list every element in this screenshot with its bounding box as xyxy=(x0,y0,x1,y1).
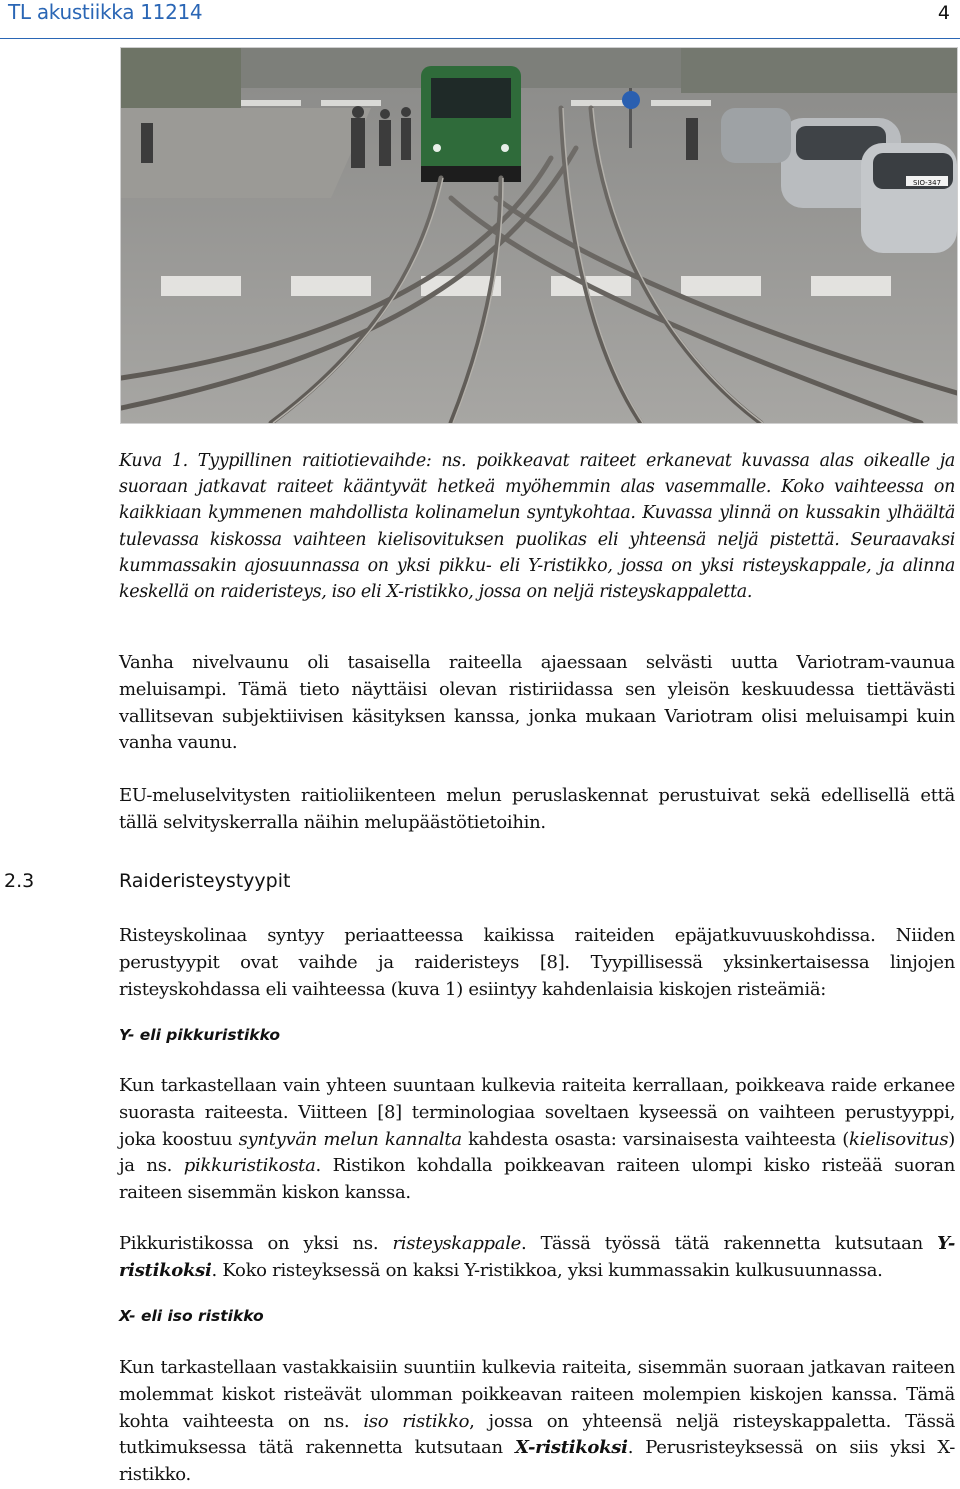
paragraph-variotram: Vanha nivelvaunu oli tasaisella raiteella ajaessaan selvästi uutta Variotram-vaunua meluisampi. Tämä tieto näyttäisi olevan ristiriidassa sen yleisön keskuudessa tiettävästi vallitsevan subjektiivisen käsityksen kanssa, jonka mukaan Variotram olisi meluisampi kuin vanha vaunu. xyxy=(119,652,955,754)
paragraph-x-crossing: Kun tarkastellaan vastakkaisiin suuntiin kulkevia raiteita, sisemmän suoraan jatkavan raiteen molemmat kiskot risteävät ulomman poikkeavan raiteen molempien kiskojen kanssa. Tämä kohta vaihteesta on ns. iso ristikko, jossa on yhteensä neljä risteyskappaletta. Tässä tutkimuksessa tätä rakennetta kutsutaan X-ristikoksi. Perusristeyksessä on siis yksi X-ristikko. xyxy=(119,1357,956,1486)
paragraph-y-crossing-1: Kun tarkastellaan vain yhteen suuntaan kulkevia raiteita kerrallaan, poikkeava raide erkanee suorasta raiteesta. Viitteen [8] terminologiaa soveltaen kyseessä on vaihteen perustyyppi, joka koostuu syntyvän melun kannalta kahdesta osasta: varsinaisesta vaihteesta (kielisovitus) ja ns. pikkuristikosta. Ristikon kohdalla poikkeavan raiteen ulompi kisko risteää suoran raiteen sisemmän kiskon kanssa. xyxy=(119,1075,955,1204)
figure-caption: Kuva 1. Tyypillinen raitiotievaihde: ns. poikkeavat raiteet erkanevat kuvassa alas oikealle ja suoraan jatkavat raiteet kääntyvät hetkeä myöhemmin alas vasemmalle. Koko vaihteessa on kaikkiaan kymmenen mahdollista kolinamelun syntykohtaa. Kuvassa ylinnä on kussakin ylhäältä tulevassa kiskossa vaihteen kielisovituksen puolikas eli yhteensä neljä pistettä. Seuraavaksi kummassakin ajosuunnassa on yksi pikku- eli Y-ristikko, jossa on yksi risteyskappale, ja alinna keskellä on raideristeys, iso eli X-ristikko, jossa on neljä risteyskappaletta. xyxy=(119,451,955,603)
subheading-x-crossing: X- eli iso ristikko xyxy=(119,1307,264,1325)
paragraph-eu-noise: EU-meluselvitysten raitioliikenteen melun peruslaskennat perustuivat sekä edellisellä että tällä selvityskerralla näihin melupäästötietoihin. xyxy=(119,785,955,833)
paragraph-y-crossing-2: Pikkuristikossa on yksi ns. risteyskappale. Tässä työssä tätä rakennetta kutsutaan Y-ristikoksi. Koko risteyksessä on kaksi Y-ristikkoa, yksi kummassakin kulkusuunnassa. xyxy=(119,1233,955,1281)
section-number: 2.3 xyxy=(4,870,35,892)
subheading-y-crossing: Y- eli pikkuristikko xyxy=(119,1026,280,1044)
tram-switch-illustration xyxy=(121,48,957,423)
section-title: Raideristeystyypit xyxy=(119,870,291,892)
page-header xyxy=(0,0,960,39)
running-title: TL akustiikka 11214 xyxy=(8,0,203,24)
section-intro: Risteyskolinaa syntyy periaatteessa kaikissa raiteiden epäjatkuvuuskohdissa. Niiden perustyypit ovat vaihde ja raideristeys [8]. Tyypillisessä yksinkertaisessa linjojen risteyskohdassa eli vaihteessa (kuva 1) esiintyy kahdenlaisia kiskojen risteämiä: xyxy=(119,925,955,1000)
license-plate: SIO-347 xyxy=(912,179,942,187)
tram-icon xyxy=(421,66,521,182)
page-number: 4 xyxy=(937,2,950,24)
tram-switch-photo xyxy=(120,47,958,424)
